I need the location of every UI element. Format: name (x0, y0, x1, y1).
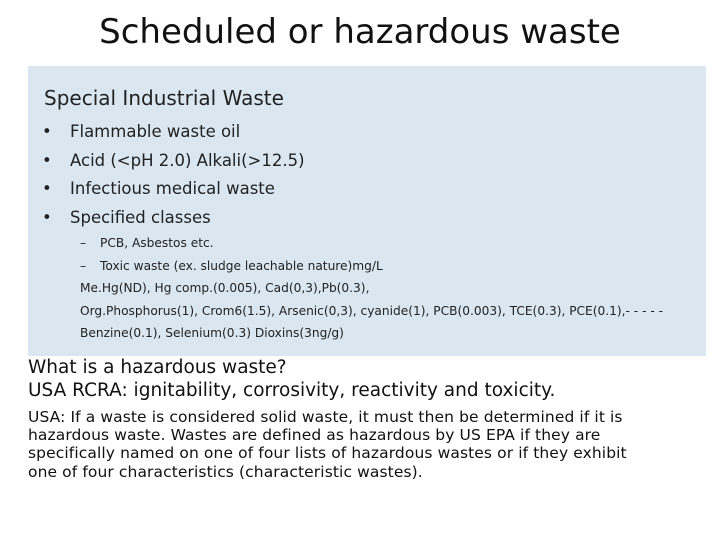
dash-icon: – (80, 258, 87, 273)
list-item (40, 206, 305, 235)
sub-item (80, 232, 700, 255)
bullet-text: Acid (<pH 2.0) Alkali(>12.5) (70, 150, 305, 170)
bullet-icon: • (42, 179, 52, 198)
list-item (40, 149, 305, 178)
paragraph-line: one of four characteristics (characteristic wastes). (28, 462, 423, 481)
sub-item-text: Toxic waste (ex. sludge leachable nature)mg/L (100, 258, 383, 273)
sub-item (80, 255, 700, 278)
special-waste-panel (28, 66, 706, 356)
sub-list (80, 232, 700, 345)
question-line: What is a hazardous waste? (28, 357, 287, 378)
bullet-text: Flammable waste oil (70, 122, 241, 141)
sub-continuation: Benzine(0.1), Selenium(0.3) Dioxins(3ng/g) (80, 326, 344, 341)
paragraph-line: USA: If a waste is considered solid waste, it must then be determined if it is (28, 408, 623, 426)
bullet-icon: • (42, 207, 52, 227)
bullet-icon: • (42, 150, 52, 170)
sub-continuation: Me.Hg(ND), Hg comp.(0.005), Cad(0,3),Pb(0.3), (80, 281, 370, 296)
sub-item-text: PCB, Asbestos etc. (100, 236, 214, 250)
sub-continuation: Org.Phosphorus(1), Crom6(1.5), Arsenic(0,3), cyanide(1), PCB(0.003), TCE(0.3), PCE(0.1),- - - - - (80, 303, 664, 318)
list-item (40, 120, 305, 149)
panel-heading: Special Industrial Waste (44, 86, 284, 110)
dash-icon: – (80, 236, 87, 250)
rcra-line: USA RCRA: ignitability, corrosivity, reactivity and toxicity. (28, 380, 556, 401)
bullet-text: Specified classes (70, 207, 211, 227)
definition-paragraph (28, 408, 668, 481)
bullet-text: Infectious medical waste (70, 179, 275, 198)
slide-title: Scheduled or hazardous waste (99, 12, 621, 52)
paragraph-line: specifically named on one of four lists of hazardous wastes or if they exhibit (28, 444, 627, 463)
paragraph-line: hazardous waste. Wastes are defined as hazardous by US EPA if they are (28, 426, 601, 445)
bullet-icon: • (42, 122, 52, 141)
list-item (40, 177, 305, 206)
bullet-list (40, 120, 305, 234)
